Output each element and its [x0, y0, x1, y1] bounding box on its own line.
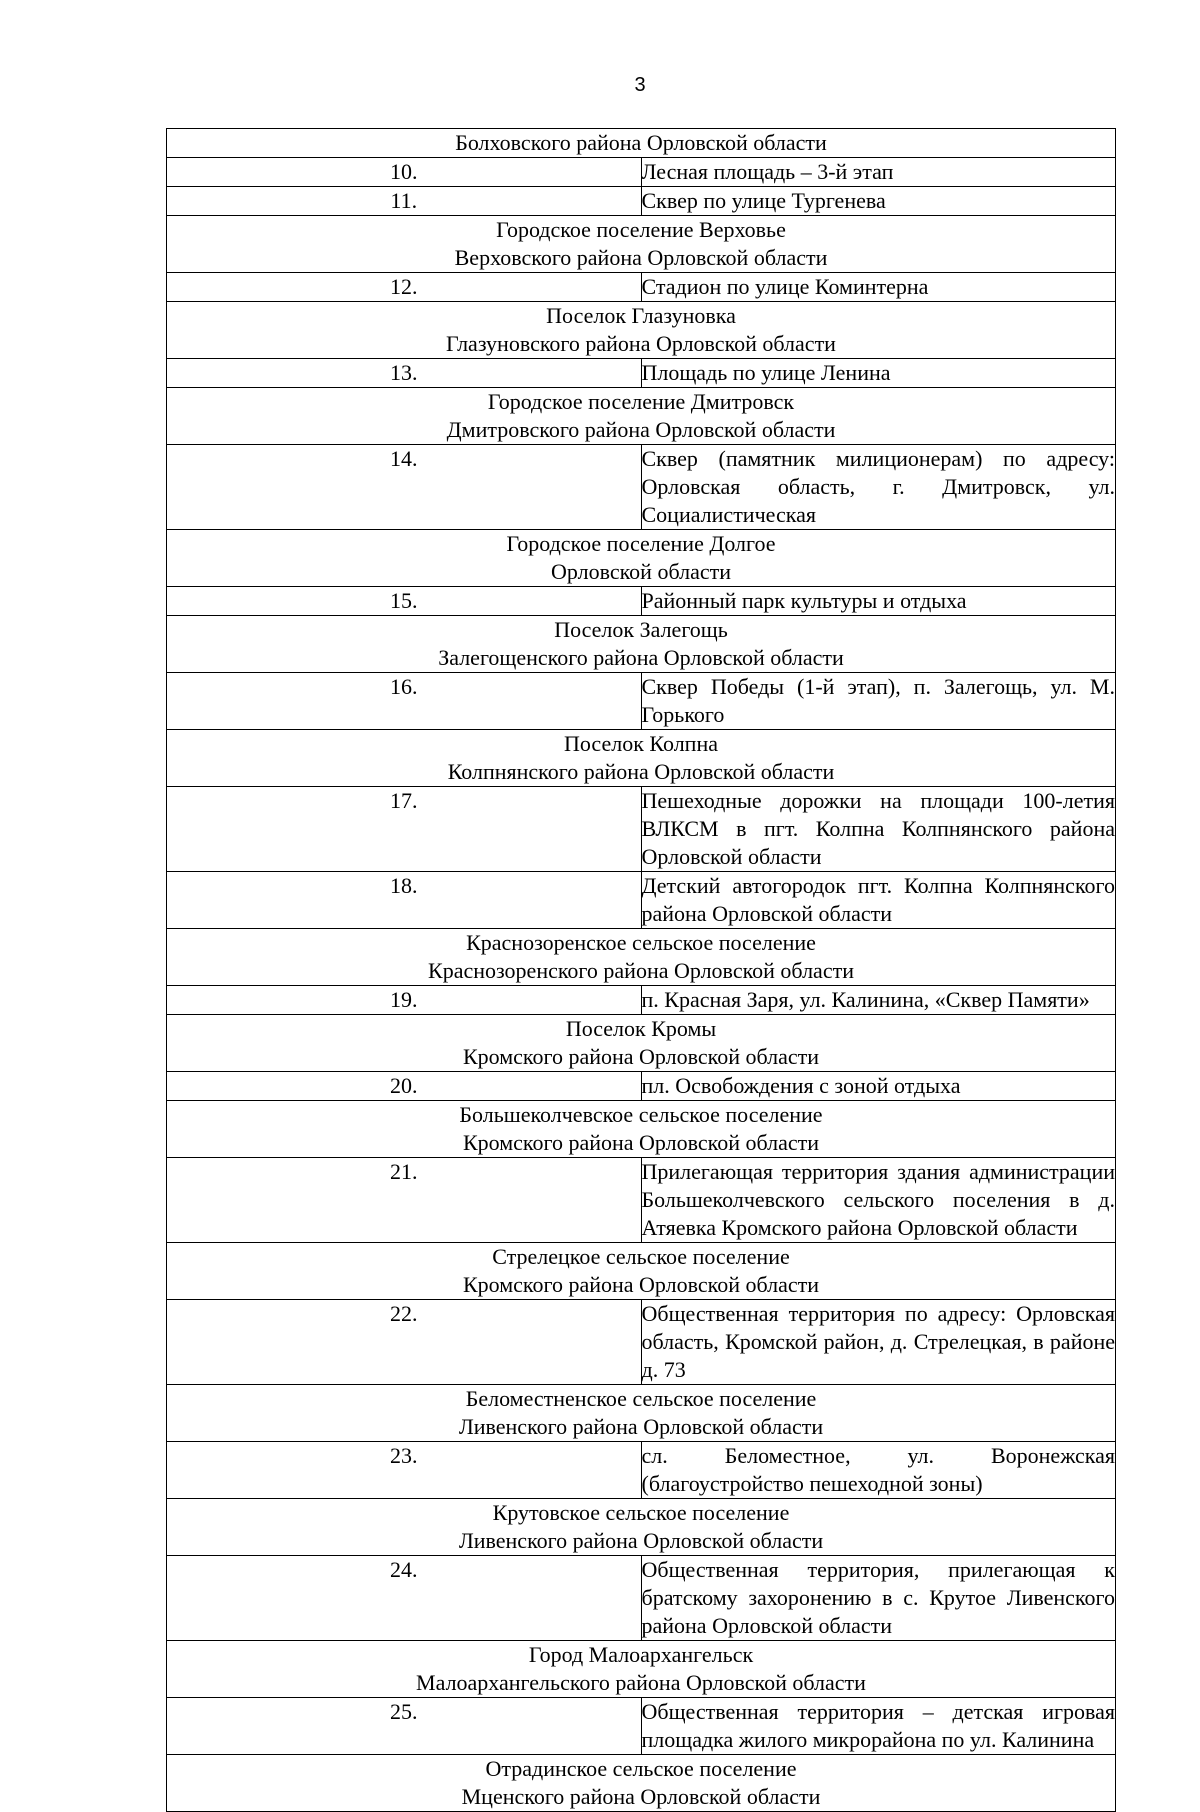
item-number: 13.	[167, 359, 642, 388]
group-header-line: Болховского района Орловской области	[455, 130, 827, 155]
item-number: 10.	[167, 158, 642, 187]
group-header-line: Городское поселение Долгое	[506, 531, 776, 556]
group-header-line: Поселок Колпна	[564, 731, 718, 756]
item-number: 16.	[167, 673, 642, 730]
group-header-line: Поселок Кромы	[565, 1016, 717, 1041]
group-header-line: Малоархангельского района Орловской области	[416, 1670, 866, 1695]
item-number: 17.	[167, 787, 642, 872]
table-row	[167, 273, 1116, 302]
item-name: Сквер по улице Тургенева	[641, 187, 1116, 216]
item-number: 20.	[167, 1072, 642, 1101]
item-number: 11.	[167, 187, 642, 216]
group-header-line: Беломестненское сельское поселение	[465, 1386, 817, 1411]
item-name: Общественная территория, прилегающая к братскому захоронению в с. Крутое Ливенского района Орловской области	[641, 1556, 1116, 1641]
group-header	[167, 1385, 1116, 1442]
table-row	[167, 587, 1116, 616]
item-number: 22.	[167, 1300, 642, 1385]
item-name: Стадион по улице Коминтерна	[641, 273, 1116, 302]
group-header-line: Ливенского района Орловской области	[458, 1528, 824, 1553]
group-header	[167, 1101, 1116, 1158]
group-header-line: Мценского района Орловской области	[461, 1784, 821, 1809]
item-name: Пешеходные дорожки на площади 100-летия ВЛКСМ в пгт. Колпна Колпнянского района Орловской области	[641, 787, 1116, 872]
item-number: 18.	[167, 872, 642, 929]
group-header-row	[167, 216, 1116, 273]
table-row	[167, 158, 1116, 187]
group-header-row	[167, 730, 1116, 787]
item-name: Прилегающая территория здания администрации Большеколчевского сельского поселения в д. Атяевка Кромского района Орловской области	[641, 1158, 1116, 1243]
table-row	[167, 1072, 1116, 1101]
table-row	[167, 673, 1116, 730]
item-name: п. Красная Заря, ул. Калинина, «Сквер Памяти»	[641, 986, 1116, 1015]
group-header-row	[167, 129, 1116, 158]
group-header	[167, 1015, 1116, 1072]
item-number: 25.	[167, 1698, 642, 1755]
group-header	[167, 616, 1116, 673]
group-header-line: Орловской области	[551, 559, 731, 584]
group-header	[167, 929, 1116, 986]
group-header	[167, 216, 1116, 273]
group-header-line: Отрадинское сельское поселение	[485, 1756, 797, 1781]
group-header-row	[167, 302, 1116, 359]
group-header	[167, 1499, 1116, 1556]
item-number: 23.	[167, 1442, 642, 1499]
group-header-row	[167, 1755, 1116, 1812]
group-header-line: Кромского района Орловской области	[462, 1044, 820, 1069]
page-number: 3	[634, 74, 646, 96]
item-name: Лесная площадь – 3-й этап	[641, 158, 1116, 187]
table-row	[167, 445, 1116, 530]
table-row	[167, 1698, 1116, 1755]
group-header-row	[167, 929, 1116, 986]
item-name: сл. Беломестное, ул. Воронежская (благоустройство пешеходной зоны)	[641, 1442, 1116, 1499]
table-row	[167, 1442, 1116, 1499]
table-row	[167, 872, 1116, 929]
item-name: Районный парк культуры и отдыха	[641, 587, 1116, 616]
group-header-line: Кромского района Орловской области	[462, 1272, 820, 1297]
item-number: 21.	[167, 1158, 642, 1243]
group-header-line: Поселок Залегощь	[554, 617, 728, 642]
group-header-row	[167, 530, 1116, 587]
group-header-line: Краснозоренского района Орловской области	[428, 958, 854, 983]
group-header-row	[167, 1641, 1116, 1698]
territory-table-body	[167, 129, 1116, 1812]
territory-table	[166, 128, 1116, 1812]
group-header-line: Стрелецкое сельское поселение	[492, 1244, 790, 1269]
group-header-line: Большеколчевское сельское поселение	[459, 1102, 823, 1127]
item-name: Общественная территория по адресу: Орловская область, Кромской район, д. Стрелецкая, в районе д. 73	[641, 1300, 1116, 1385]
item-number: 24.	[167, 1556, 642, 1641]
group-header-line: Городское поселение Дмитровск	[487, 389, 795, 414]
table-row	[167, 187, 1116, 216]
item-name: Сквер (памятник милиционерам) по адресу: Орловская область, г. Дмитровск, ул. Социалистическая	[641, 445, 1116, 530]
item-name: пл. Освобождения с зоной отдыха	[641, 1072, 1116, 1101]
item-number: 15.	[167, 587, 642, 616]
group-header-row	[167, 1499, 1116, 1556]
group-header	[167, 1641, 1116, 1698]
item-name: Сквер Победы (1-й этап), п. Залегощь, ул. М. Горького	[641, 673, 1116, 730]
group-header	[167, 730, 1116, 787]
group-header-line: Город Малоархангельск	[528, 1642, 754, 1667]
group-header	[167, 1243, 1116, 1300]
group-header	[167, 1755, 1116, 1812]
table-row	[167, 986, 1116, 1015]
group-header-line: Верховского района Орловской области	[454, 245, 828, 270]
item-name: Площадь по улице Ленина	[641, 359, 1116, 388]
table-row	[167, 787, 1116, 872]
group-header-row	[167, 616, 1116, 673]
group-header-line: Поселок Глазуновка	[546, 303, 736, 328]
group-header-row	[167, 1015, 1116, 1072]
group-header-line: Дмитровского района Орловской области	[446, 417, 836, 442]
group-header-row	[167, 1385, 1116, 1442]
group-header-line: Колпнянского района Орловской области	[447, 759, 835, 784]
item-number: 12.	[167, 273, 642, 302]
group-header-line: Крутовское сельское поселение	[492, 1500, 790, 1525]
table-row	[167, 359, 1116, 388]
group-header-row	[167, 1243, 1116, 1300]
group-header-line: Ливенского района Орловской области	[458, 1414, 824, 1439]
group-header	[167, 302, 1116, 359]
table-row	[167, 1556, 1116, 1641]
table-row	[167, 1300, 1116, 1385]
group-header	[167, 530, 1116, 587]
group-header-line: Кромского района Орловской области	[462, 1130, 820, 1155]
group-header-line: Городское поселение Верховье	[496, 217, 786, 242]
group-header	[167, 388, 1116, 445]
group-header-row	[167, 1101, 1116, 1158]
group-header-row	[167, 388, 1116, 445]
item-name: Общественная территория – детская игровая площадка жилого микрорайона по ул. Калинина	[641, 1698, 1116, 1755]
group-header-line: Краснозоренское сельское поселение	[466, 930, 816, 955]
group-header	[167, 129, 1116, 158]
item-name: Детский автогородок пгт. Колпна Колпнянского района Орловской области	[641, 872, 1116, 929]
group-header-line: Глазуновского района Орловской области	[446, 331, 836, 356]
item-number: 14.	[167, 445, 642, 530]
item-number: 19.	[167, 986, 642, 1015]
group-header-line: Залегощенского района Орловской области	[438, 645, 844, 670]
table-row	[167, 1158, 1116, 1243]
